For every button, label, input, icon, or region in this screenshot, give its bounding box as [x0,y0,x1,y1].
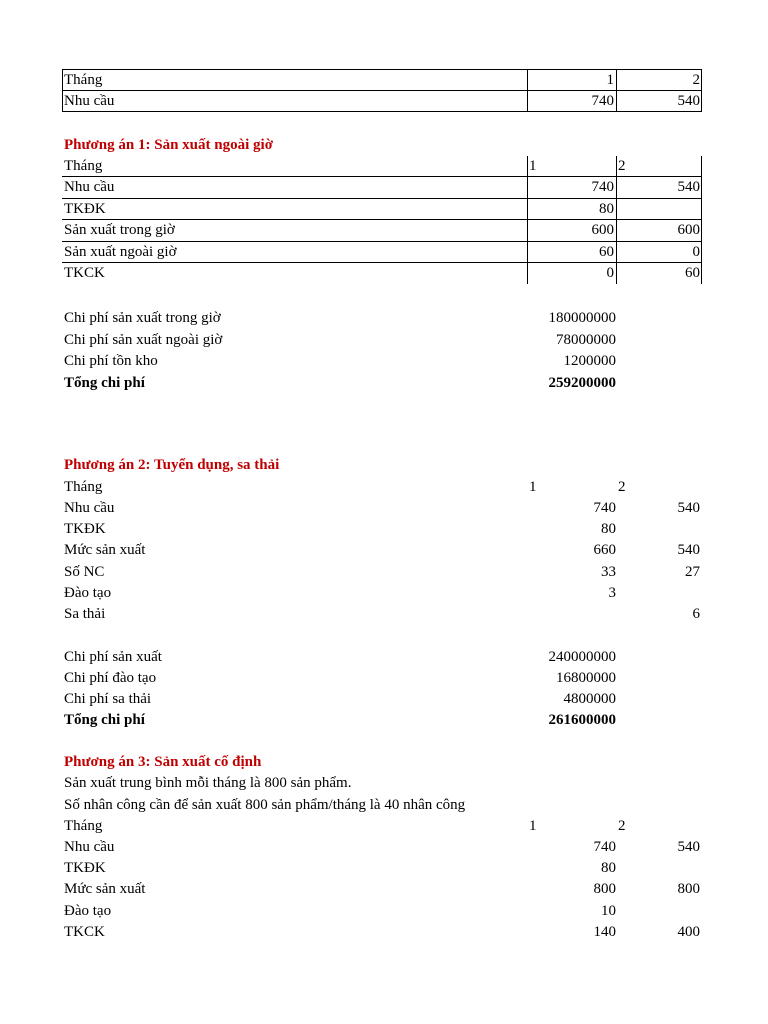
table-border [527,69,528,112]
cost-value: 180000000 [548,310,616,326]
total-label: Tổng chi phí [64,375,145,391]
cell-value: 740 [593,500,616,516]
cell-value: 740 [591,179,614,195]
total-label: Tổng chi phí [64,712,145,728]
table-border [527,156,528,284]
row-label: Nhu cầu [64,839,115,855]
row-label: Sản xuất ngoài giờ [64,244,177,260]
cost-label: Chi phí sản xuất trong giờ [64,310,221,326]
cell-value: 1 [606,72,614,88]
cost-label: Chi phí đào tạo [64,670,157,686]
cost-label: Chi phí sản xuất ngoài giờ [64,332,223,348]
row-label: TKĐK [64,201,106,217]
cell-value: 80 [601,860,616,876]
row-label: Mức sản xuất [64,881,146,897]
row-label: Tháng [64,72,103,88]
row-label: Tháng [64,818,103,834]
plan3-title: Phương án 3: Sản xuất cố định [64,754,262,770]
table-border [62,69,63,112]
row-label: TKĐK [64,521,106,537]
cell-value: 660 [593,542,616,558]
row-label: Số NC [64,564,105,580]
cell-value: 10 [601,903,616,919]
cell-value: 600 [591,222,614,238]
row-label: TKCK [64,265,105,281]
cell-value: 80 [599,201,614,217]
table-border [701,156,702,284]
month-header: 2 [618,158,626,174]
cell-value: 27 [685,564,700,580]
cell-value: 80 [601,521,616,537]
cell-value: 540 [677,500,700,516]
table-border [62,111,702,112]
row-label: Đào tạo [64,585,112,601]
month-header: 1 [529,818,537,834]
cell-value: 400 [677,924,700,940]
plan1-title: Phương án 1: Sản xuất ngoài giờ [64,137,273,153]
month-header: 1 [529,158,537,174]
cost-value: 78000000 [556,332,616,348]
row-label: Nhu cầu [64,179,115,195]
cell-value: 2 [692,72,700,88]
cell-value: 3 [608,585,616,601]
cost-value: 16800000 [556,670,616,686]
cell-value: 540 [677,179,700,195]
total-value: 261600000 [548,712,616,728]
row-label: TKĐK [64,860,106,876]
cost-value: 240000000 [548,649,616,665]
cell-value: 0 [692,244,700,260]
row-label: Tháng [64,158,103,174]
cell-value: 600 [677,222,700,238]
cost-label: Chi phí sản xuất [64,649,162,665]
cell-value: 540 [677,93,700,109]
cell-value: 6 [692,606,700,622]
cost-label: Chi phí tồn kho [64,353,158,369]
row-label: Nhu cầu [64,93,115,109]
cell-value: 60 [599,244,614,260]
row-label: Tháng [64,479,103,495]
plan3-note: Số nhân công cần để sản xuất 800 sản phẩm/tháng là 40 nhân công [64,797,466,813]
row-label: Mức sản xuất [64,542,146,558]
cost-value: 1200000 [563,353,616,369]
row-label: Sa thải [64,606,106,622]
cost-label: Chi phí sa thải [64,691,152,707]
plan2-title: Phương án 2: Tuyển dụng, sa thải [64,457,280,473]
row-label: TKCK [64,924,105,940]
cost-value: 4800000 [563,691,616,707]
cell-value: 540 [677,839,700,855]
plan3-note: Sản xuất trung bình mỗi tháng là 800 sản phẩm. [64,775,352,791]
total-value: 259200000 [548,375,616,391]
cell-value: 800 [593,881,616,897]
cell-value: 740 [591,93,614,109]
cell-value: 740 [593,839,616,855]
row-label: Nhu cầu [64,500,115,516]
cell-value: 540 [677,542,700,558]
month-header: 2 [618,479,626,495]
row-label: Đào tạo [64,903,112,919]
cell-value: 140 [593,924,616,940]
table-border [701,69,702,112]
cell-value: 0 [606,265,614,281]
row-label: Sản xuất trong giờ [64,222,175,238]
table-border [616,69,617,112]
table-border [616,156,617,284]
month-header: 2 [618,818,626,834]
month-header: 1 [529,479,537,495]
cell-value: 800 [677,881,700,897]
cell-value: 33 [601,564,616,580]
cell-value: 60 [685,265,700,281]
